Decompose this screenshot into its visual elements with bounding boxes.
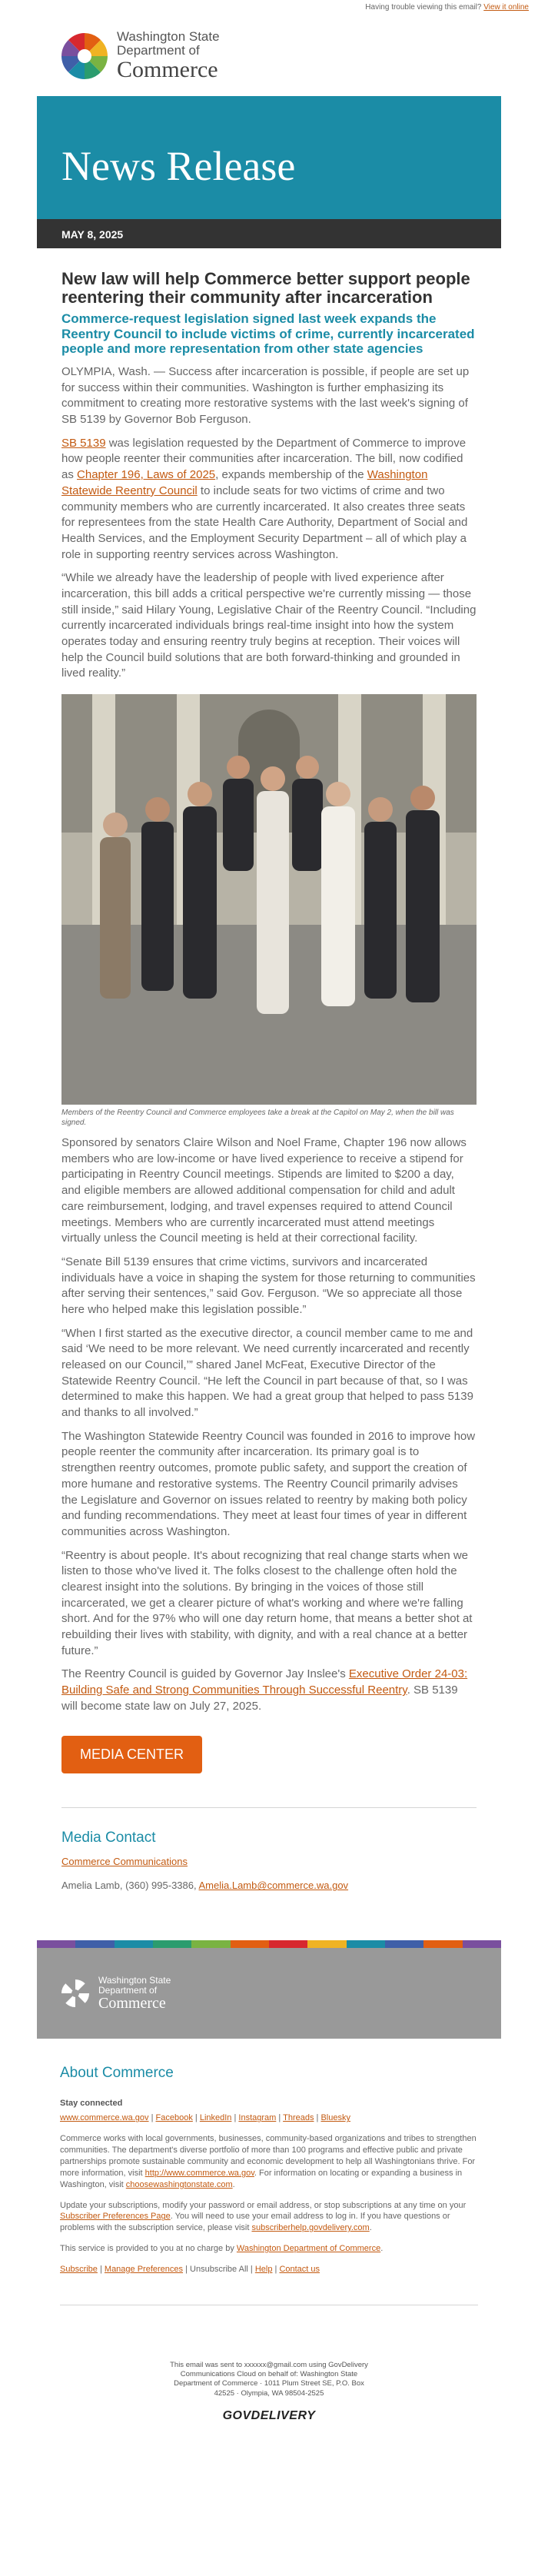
p9-text-1: The Reentry Council is guided by Governor Jay Inslee's (61, 1667, 349, 1681)
footer-logo-line3: Commerce (98, 1994, 166, 2012)
commerce-communications-link[interactable]: Commerce Communications (61, 1856, 188, 1868)
subscription-info (60, 2200, 478, 2235)
commerce-url-link[interactable]: http://www.commerce.wa.gov (144, 2168, 254, 2178)
photo-caption: Members of the Reentry Council and Commerce employees take a break at the Capitol on May 2, when the bill was signed. (61, 1109, 454, 1128)
stripe-segment (191, 1940, 230, 1948)
about-description (60, 2133, 478, 2190)
stripe-segment (463, 1940, 501, 1948)
govdelivery-logo[interactable]: GOVDELIVERY (222, 2409, 316, 2423)
divider (61, 1807, 477, 1808)
desc-text-2: . For information on locating or expanding a business in Washington, visit (60, 2168, 463, 2189)
contact-email-link[interactable]: Amelia.Lamb@commerce.wa.gov (198, 1880, 349, 1892)
view-online-link[interactable]: View it online (483, 3, 529, 12)
facebook-link[interactable]: Facebook (155, 2113, 193, 2123)
choose-washington-link[interactable]: choosewashingtonstate.com (125, 2179, 233, 2189)
footer-wordmark (98, 1976, 171, 2011)
bluesky-link[interactable]: Bluesky (320, 2113, 350, 2123)
header-logo[interactable] (37, 15, 501, 96)
sb5139-link[interactable]: SB 5139 (61, 436, 106, 450)
manage-preferences-link[interactable]: Manage Preferences (104, 2264, 184, 2274)
subscribe-link[interactable]: Subscribe (60, 2264, 98, 2274)
help-link[interactable]: Help (254, 2264, 273, 2274)
stripe-segment (115, 1940, 153, 1948)
paragraph-7: The Washington Statewide Reentry Council was founded in 2016 to improve how people reenter the community after incarceration. Its primary goal is to strengthen reentry outcomes, promote public safety, and support the creation of more humane and restorative systems. The Reentry Council primarily advises the Legislature and Governor on issues related to reentry by making both policy and funding recommendations. They meet at least four times of year in different communities across Washington. (61, 1429, 476, 1538)
logo-line1: Washington State (117, 28, 220, 44)
subheadline: Commerce-request legislation signed last week expands the Reentry Council to include victims of crime, currently incarcerated people and more representation from other state agencies (61, 311, 475, 357)
sub-text-2: . You will need to use your email address to log in. If you have questions or problems with the subscription service, please visit (60, 2212, 450, 2233)
stripe-segment (231, 1940, 269, 1948)
desc-text-1: Commerce works with local governments, businesses, community-based organizations and tribes to strengthen communities. The department's diverse portfolio of more than 100 programs and effective public and private partnerships promote sustainable community and economic development to help all Washingtonians thrive. For more information, visit (60, 2134, 477, 2178)
p2-text-2: , expands membership of the (215, 468, 367, 482)
unsubscribe-all-link[interactable]: Unsubscribe All (190, 2264, 248, 2274)
group-photo (61, 694, 477, 1105)
footer-logo-block (37, 1948, 501, 2039)
service-info (60, 2243, 478, 2255)
color-stripe (37, 1940, 501, 1948)
release-date: MAY 8, 2025 (37, 219, 501, 248)
footer-logo-line1: Washington State (98, 1975, 171, 1986)
threads-link[interactable]: Threads (283, 2113, 314, 2123)
article (37, 248, 501, 1891)
social-links: www.commerce.wa.gov | Facebook | LinkedIn | Instagram | Threads | Bluesky (60, 2113, 350, 2123)
sub-text-3: . (369, 2223, 372, 2233)
p9-text-2: . SB 5139 will become state law on July 27, 2025. (61, 1684, 458, 1713)
manage-links: Subscribe | Manage Preferences | Unsubscribe All | Help | Contact us (60, 2264, 320, 2274)
stripe-segment (307, 1940, 346, 1948)
footer-text: This email was sent to xxxxxx@gmail.com using GovDelivery Communications Cloud on behalf of: Washington State Department of Commerce · 1011 Plum Street SE, P.O. Box 42525 · Olympia, WA 98504-2525 (170, 2360, 368, 2398)
reentry-council-link[interactable]: Washington Statewide Reentry Council (61, 468, 428, 497)
commerce-logo-icon (60, 32, 109, 81)
contact-us-link[interactable]: Contact us (279, 2264, 320, 2274)
preheader-text: Having trouble viewing this email? (365, 3, 482, 12)
free-text-2: . (380, 2244, 384, 2254)
stripe-segment (269, 1940, 307, 1948)
preheader (0, 0, 538, 15)
paragraph-2 (61, 436, 477, 563)
paragraph-5: “Senate Bill 5139 ensures that crime victims, survivors and incarcerated individuals have a voice in shaping the system for those returning to communities after serving their sentences,” said Gov. Ferguson. “We so appreciate all those here who helped make this legislation possible.” (61, 1255, 476, 1316)
stripe-segment (423, 1940, 462, 1948)
website-link[interactable]: www.commerce.wa.gov (60, 2113, 149, 2123)
p2-text-1: was legislation requested by the Department of Commerce to improve how people reenter their communities after incarceration. The bill, now codified as (61, 436, 467, 482)
hero-banner (37, 96, 501, 219)
subscriber-help-link[interactable]: subscriberhelp.govdelivery.com (251, 2223, 370, 2233)
sub-text-1: Update your subscriptions, modify your password or email address, or stop subscriptions at any time on your (60, 2200, 467, 2210)
stripe-segment (347, 1940, 385, 1948)
footer-logo-icon (60, 1978, 91, 2009)
about-title: About Commerce (60, 2065, 174, 2082)
stay-connected: Stay connected (60, 2099, 123, 2109)
chapter-196-link[interactable]: Chapter 196, Laws of 2025 (77, 468, 216, 482)
paragraph-3: “While we already have the leadership of people with lived experience after incarceration, this bill adds a critical perspective we're currently missing — those still inside,” said Hilary Young, Legislative Chair of the Reentry Council. “Including currently incarcerated individuals brings real-time insight into how the system operates today and ensuring reentry truly begins at reception. Their voices will help the Council build solutions that are both forward-thinking and grounded in lived reality.” (61, 571, 477, 680)
logo-line3: Commerce (117, 56, 218, 82)
paragraph-8: “Reentry is about people. It's about recognizing that real change starts when we listen to those who've lived it. The folks closest to the challenge often hold the clearest insight into the solutions. By bringing in the voices of those still incarcerated, we get a clearer picture of what's working and where we're falling short. And for the 97% who will one day return home, that means a better shot at rebuilding their lives with stability, with dignity, and with a real chance at a better future.” (61, 1548, 473, 1657)
stripe-segment (153, 1940, 191, 1948)
about-section (37, 2039, 501, 2423)
department-link[interactable]: Washington Department of Commerce (236, 2244, 381, 2254)
email-body (37, 15, 501, 2423)
executive-order-link[interactable]: Executive Order 24-03: Building Safe and Strong Communities Through Successful Reentry (61, 1667, 468, 1697)
logo-wordmark (117, 30, 220, 81)
headline: New law will help Commerce better support people reentering their community after incarceration (61, 269, 470, 307)
linkedin-link[interactable]: LinkedIn (199, 2113, 232, 2123)
paragraph-4: Sponsored by senators Claire Wilson and Noel Frame, Chapter 196 now allows members who are low-income or have lived experience to receive a stipend for participating in Reentry Council meetings. Stipends are limited to $200 a day, and eligible members are allowed additional compensation for child and adult care reimbursement, lodging, and travel expenses required to attend Council meetings. Members who are currently incarcerated must attend meetings virtually unless the Council meeting is held at their correctional facility. (61, 1136, 467, 1245)
media-contact-title: Media Contact (61, 1830, 156, 1846)
media-center-button[interactable]: MEDIA CENTER (61, 1736, 202, 1773)
desc-text-3: . (232, 2179, 235, 2189)
contact-text: Amelia Lamb, (360) 995-3386, (61, 1880, 199, 1892)
p2-text-3: to include seats for two victims of crime and two community members who are currently incarcerated. It also creates three seats for representees from the state Health Care Authority, Department of Social and Health Services, and the Employment Security Department – all of which play a role in supporting reentry services across Washington. (61, 484, 468, 561)
paragraph-9 (61, 1667, 477, 1714)
contact-line (61, 1880, 477, 1891)
stripe-segment (385, 1940, 423, 1948)
subscriber-preferences-link[interactable]: Subscriber Preferences Page (60, 2212, 171, 2222)
paragraph-1: OLYMPIA, Wash. — Success after incarceration is possible, if people are set up for success within their communities. Washington is further emphasizing its commitment to creating more restorative systems with the last week's signing of SB 5139 by Governor Bob Ferguson. (61, 365, 470, 427)
stripe-segment (75, 1940, 114, 1948)
paragraph-6: “When I first started as the executive director, a council member came to me and said ‘We need to be more relevant. We need currently incarcerated and recently released on our Council,’” shared Janel McFeat, Executive Director of the Statewide Reentry Council. “He left the Council in part because of that, so I was determined to make this happen. We had a great group that helped to pass 5139 and thanks to all involved.” (61, 1326, 473, 1420)
footer-logo-line2: Department of (98, 1984, 158, 1996)
stripe-segment (37, 1940, 75, 1948)
free-text-1: This service is provided to you at no charge by (60, 2244, 237, 2254)
media-contact (61, 1830, 477, 1891)
hero-title: News Release (61, 143, 296, 189)
logo-line2: Department of (117, 42, 200, 58)
instagram-link[interactable]: Instagram (238, 2113, 277, 2123)
